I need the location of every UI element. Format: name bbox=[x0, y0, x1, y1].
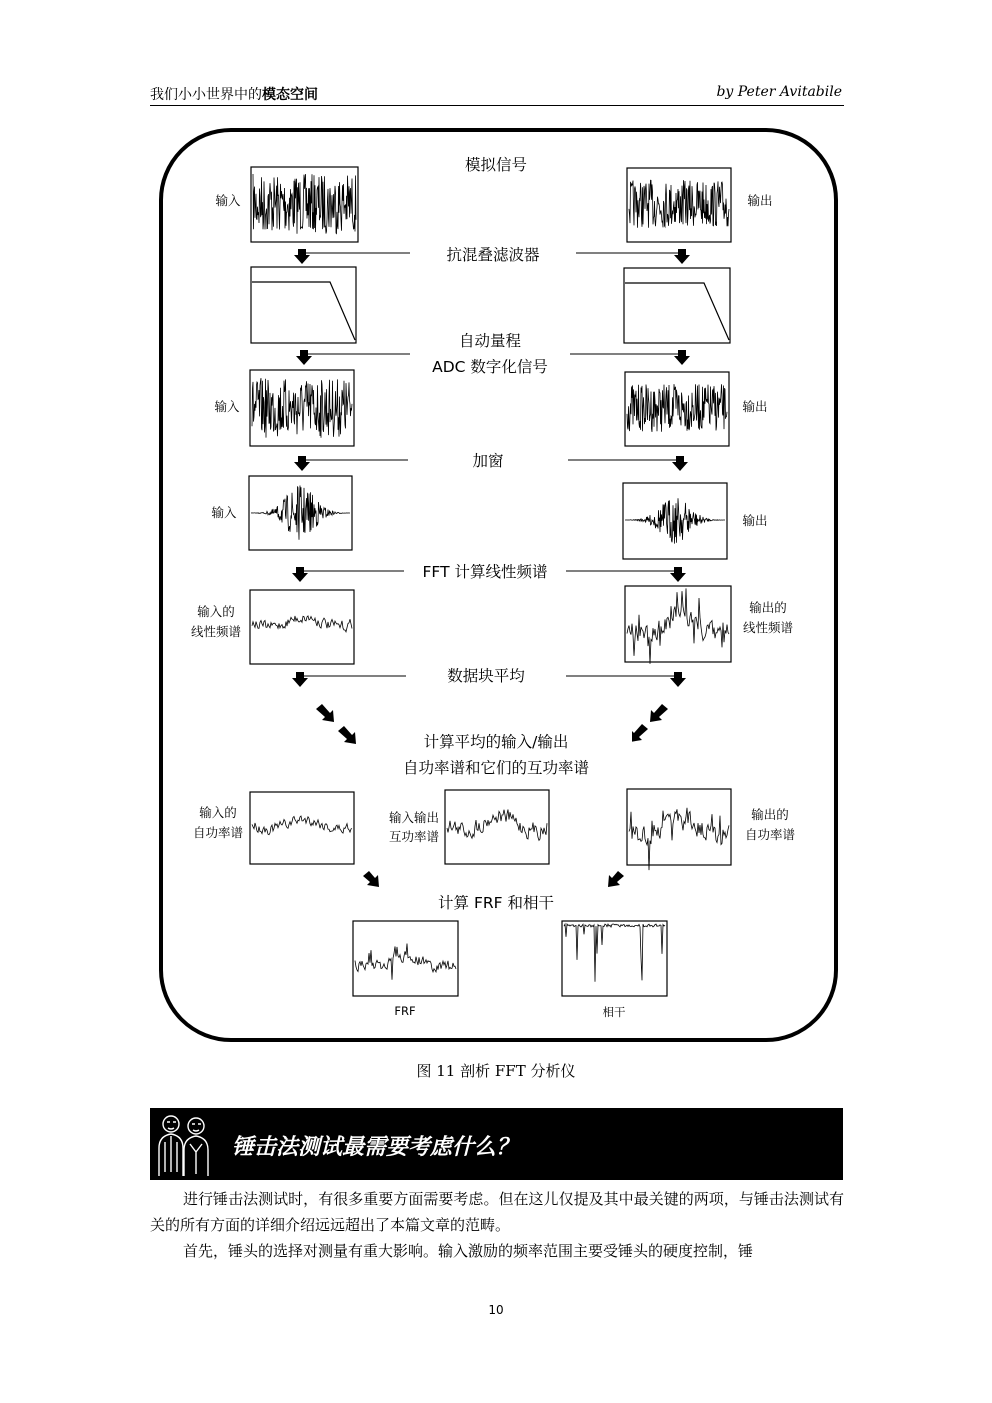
header-title-bold: 模态空间 bbox=[262, 87, 318, 103]
running-header-author: by Peter Avitabile bbox=[716, 84, 842, 100]
label-input: 输入 bbox=[211, 505, 237, 520]
label-output-auto-power-1: 输出的 bbox=[751, 807, 789, 822]
label-output: 输出 bbox=[747, 193, 773, 208]
step-anti-alias-filter: 抗混叠滤波器 bbox=[410, 243, 576, 267]
step-fft: FFT 计算线性频谱 bbox=[404, 560, 566, 584]
label-output-auto-power-2: 自功率谱 bbox=[744, 827, 795, 842]
label-output: 输出 bbox=[742, 399, 768, 414]
label-input-auto-power-2: 自功率谱 bbox=[192, 825, 243, 840]
paragraph-2: 首先，锤头的选择对测量有重大影响。输入激励的频率范围主要受锤头的硬度控制，锤 bbox=[183, 1242, 754, 1260]
page-number: 10 bbox=[488, 1303, 504, 1317]
step-average-spectra-line1: 计算平均的输入/输出 bbox=[360, 730, 632, 754]
label-input: 输入 bbox=[215, 193, 241, 208]
paragraph-1: 进行锤击法测试时，有很多重要方面需要考虑。但在这儿仅提及其中最关键的两项，与锤击法测试有关的所有方面的详细介绍远远超出了本篇文章的范畴。 bbox=[150, 1190, 844, 1234]
figure-caption: 图 11 剖析 FFT 分析仪 bbox=[416, 1062, 576, 1080]
label-frf: FRF bbox=[394, 1004, 416, 1018]
step-block-average: 数据块平均 bbox=[406, 664, 566, 688]
step-analog-signal: 模拟信号 bbox=[398, 153, 594, 177]
label-input-linear-spectrum-2: 线性频谱 bbox=[190, 624, 241, 639]
label-input-auto-power-1: 输入的 bbox=[199, 805, 237, 820]
two-people-icon bbox=[152, 1112, 214, 1178]
label-input: 输入 bbox=[214, 399, 240, 414]
label-coherence: 相干 bbox=[602, 1005, 626, 1019]
label-cross-power-1: 输入输出 bbox=[388, 810, 439, 825]
label-output-linear-spectrum-2: 线性频谱 bbox=[742, 620, 793, 635]
header-title-prefix: 我们小小世界中的 bbox=[150, 87, 262, 103]
step-adc-digitize: ADC 数字化信号 bbox=[410, 355, 570, 379]
label-output: 输出 bbox=[742, 513, 768, 528]
step-window: 加窗 bbox=[408, 449, 568, 473]
step-frf-coherence: 计算 FRF 和相干 bbox=[400, 891, 592, 915]
step-autorange: 自动量程 bbox=[410, 329, 570, 353]
section-title: 锤击法测试最需要考虑什么？ bbox=[232, 1135, 519, 1160]
label-cross-power-2: 互功率谱 bbox=[388, 829, 439, 844]
step-average-spectra-line2: 自功率谱和它们的互功率谱 bbox=[360, 756, 632, 780]
label-input-linear-spectrum-1: 输入的 bbox=[197, 604, 235, 619]
label-output-linear-spectrum-1: 输出的 bbox=[749, 600, 787, 615]
